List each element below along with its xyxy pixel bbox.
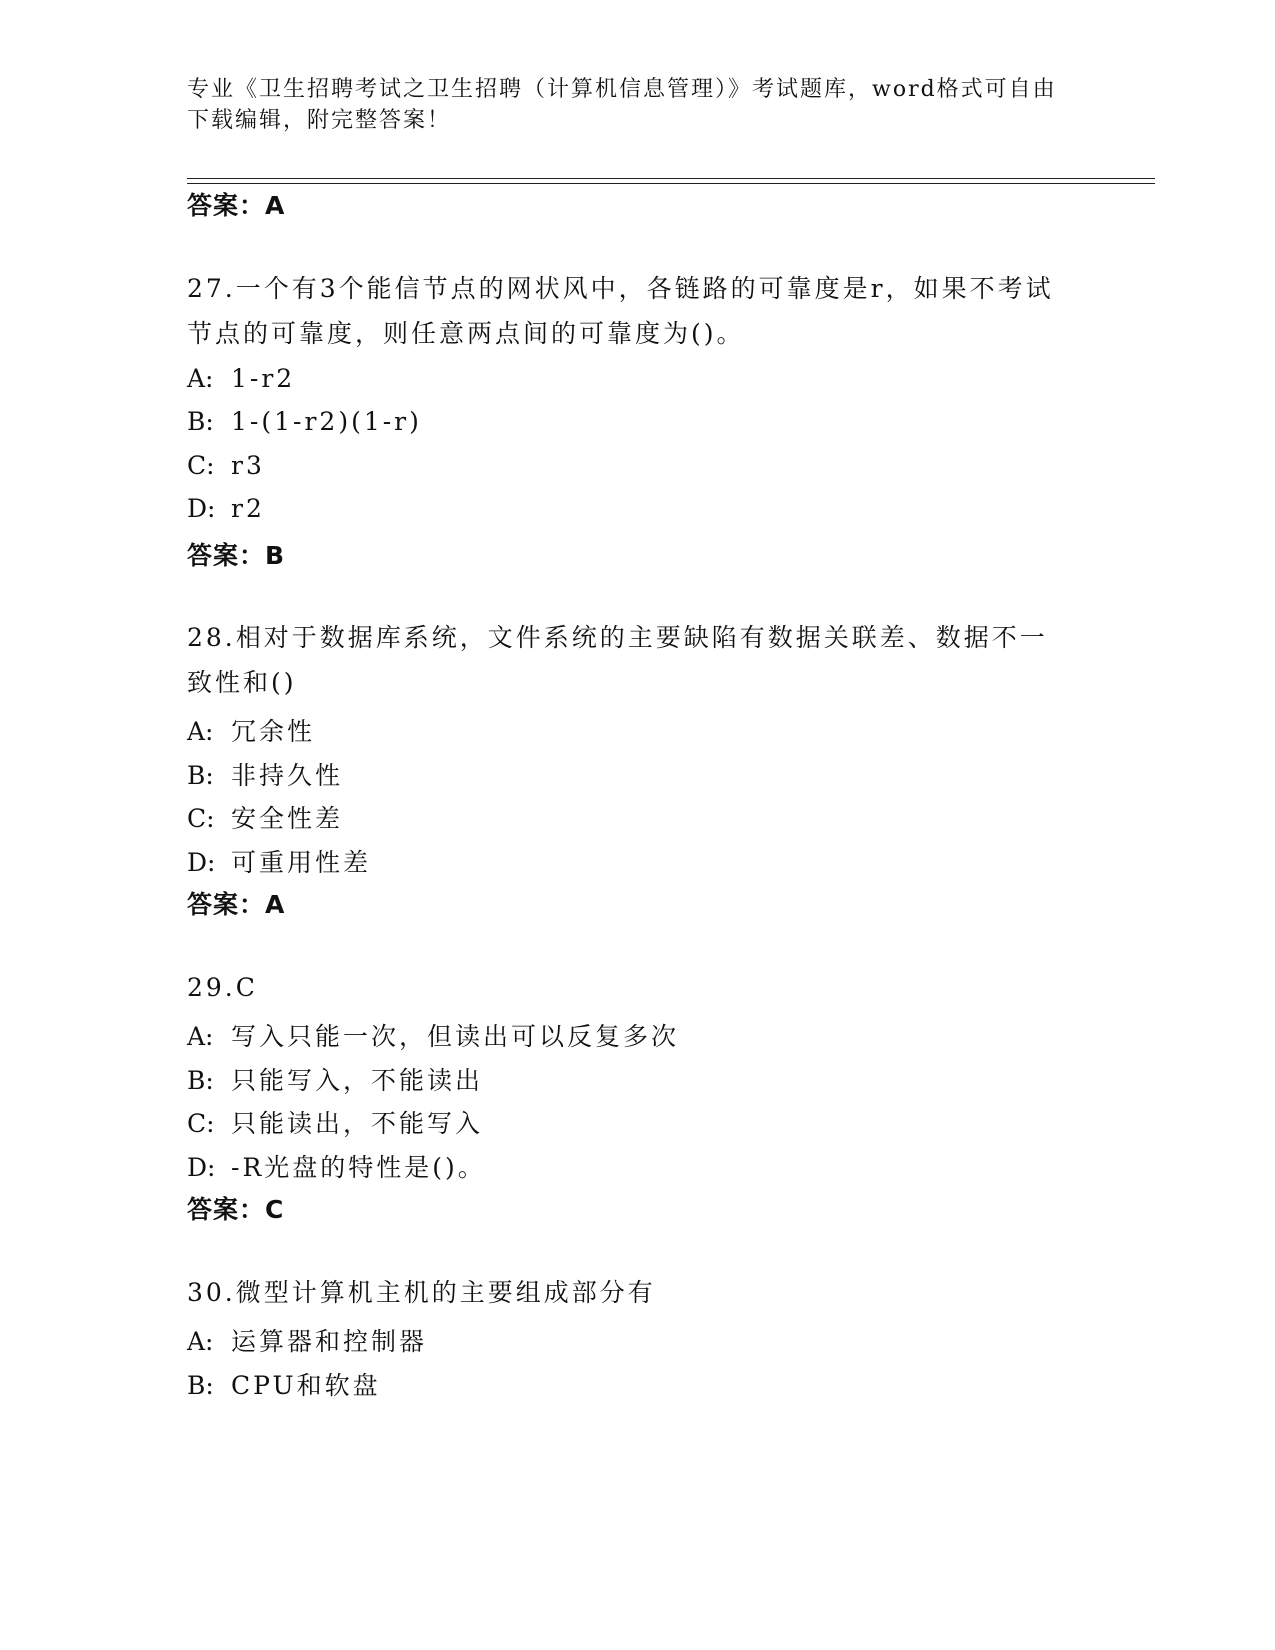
question-27-stem: 27.一个有3个能信节点的网状风中，各链路的可靠度是r，如果不考试节点的可靠度，则任意两点间的可靠度为()。 [187, 274, 1054, 348]
question-29-stem: 29.C [187, 973, 258, 1002]
question-28-stem: 28.相对于数据库系统，文件系统的主要缺陷有数据关联差、数据不一致性和() [187, 623, 1048, 697]
question-30-option-b [187, 1366, 381, 1402]
option-label: B: [187, 407, 214, 436]
question-28-option-c [187, 799, 343, 835]
option-label: A: [187, 717, 214, 746]
option-text: 只能读出，不能写入 [231, 1109, 484, 1138]
question-30-stem: 30.微型计算机主机的主要组成部分有 [187, 1278, 656, 1307]
option-label: D: [187, 848, 216, 877]
option-text: CPU和软盘 [231, 1371, 381, 1400]
option-text: 安全性差 [231, 804, 344, 833]
option-label: C: [187, 451, 215, 480]
option-label: A: [187, 364, 214, 393]
document-header: 专业《卫生招聘考试之卫生招聘（计算机信息管理）》考试题库，word格式可自由下载编辑，附完整答案！ [187, 77, 1057, 133]
option-label: C: [187, 1109, 215, 1138]
option-text: 冗余性 [231, 717, 316, 746]
question-30-option-a [187, 1322, 427, 1358]
option-label: D: [187, 494, 216, 523]
option-text: -R光盘的特性是()。 [231, 1153, 486, 1182]
option-text: 可重用性差 [231, 848, 372, 877]
option-text: 只能写入，不能读出 [231, 1066, 484, 1095]
option-text: 1-(1-r2)(1-r) [231, 407, 422, 436]
question-29-option-a [187, 1017, 679, 1053]
header-divider-top [187, 178, 1155, 179]
question-29-answer: 答案：C [187, 1195, 285, 1224]
question-29-option-c [187, 1104, 483, 1140]
question-28-option-d [187, 843, 371, 879]
question-28-option-b [187, 756, 343, 792]
option-label: A: [187, 1327, 214, 1356]
question-27-option-a [187, 364, 295, 393]
option-label: B: [187, 761, 214, 790]
option-text: 运算器和控制器 [231, 1327, 428, 1356]
option-label: B: [187, 1066, 214, 1095]
question-29-option-d [187, 1148, 486, 1184]
question-28-option-a [187, 712, 315, 748]
question-27-option-d [187, 494, 265, 523]
option-text: 非持久性 [231, 761, 344, 790]
option-label: A: [187, 1022, 214, 1051]
option-label: C: [187, 804, 215, 833]
option-text: r3 [231, 451, 265, 480]
header-divider-bottom [187, 183, 1155, 184]
question-27-option-c [187, 451, 265, 480]
option-text: r2 [231, 494, 265, 523]
option-label: D: [187, 1153, 216, 1182]
previous-answer: 答案：A [187, 191, 286, 220]
option-label: B: [187, 1371, 214, 1400]
question-27-option-b [187, 407, 422, 436]
question-28-answer: 答案：A [187, 890, 286, 919]
question-27-answer: 答案：B [187, 541, 286, 570]
option-text: 1-r2 [231, 364, 296, 393]
question-29-option-b [187, 1061, 483, 1097]
option-text: 写入只能一次，但读出可以反复多次 [231, 1022, 680, 1051]
